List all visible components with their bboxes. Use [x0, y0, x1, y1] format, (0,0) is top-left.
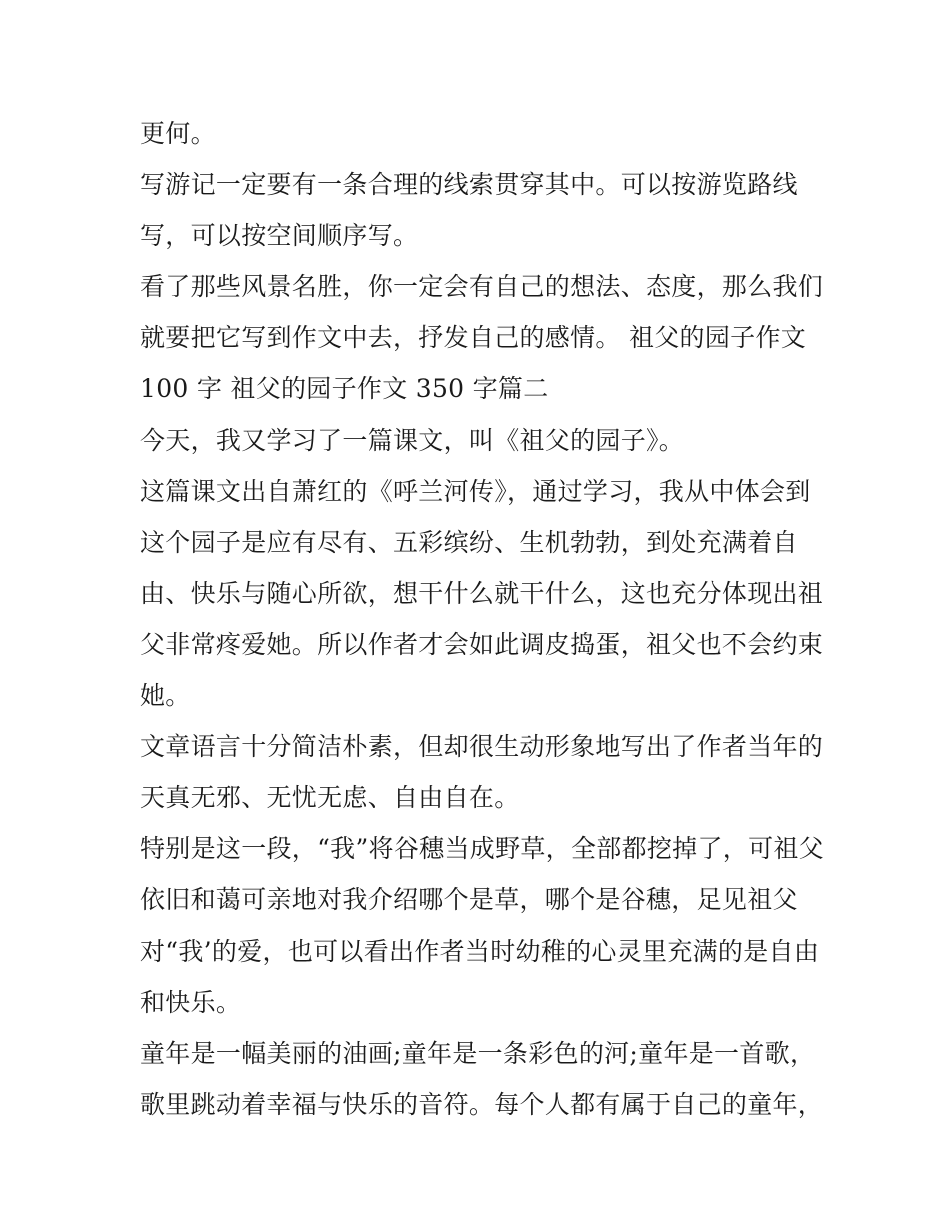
- text-line: 更何。: [140, 119, 216, 148]
- text-line: 今天，我又学习了一篇课文，叫《祖父的园子》。: [140, 425, 685, 455]
- text-line: 写游记一定要有一条合理的线索贯穿其中。可以按游览路线: [140, 170, 798, 200]
- text-line: 和快乐。: [140, 987, 242, 1017]
- text-line: 她。: [140, 681, 191, 711]
- text-line: 歌里跳动着幸福与快乐的音符。每个人都有属于自己的童年，: [140, 1089, 824, 1119]
- text-line: 父非常疼爱她。所以作者才会如此调皮捣蛋，祖父也不会约束: [140, 629, 824, 659]
- text-line: 就要把它写到作文中去，抒发自己的感情。 祖父的园子作文: [140, 323, 807, 353]
- text-line: 童年是一幅美丽的油画;童年是一条彩色的河;童年是一首歌，: [140, 1038, 816, 1068]
- text-line: 写，可以按空间顺序写。: [140, 221, 419, 251]
- text-line: 对“我’的爱，也可以看出作者当时幼稚的心灵里充满的是自由: [140, 936, 820, 966]
- text-line: 看了那些风景名胜，你一定会有自己的想法、态度，那么我们: [140, 272, 824, 302]
- text-line: 这个园子是应有尽有、五彩缤纷、生机勃勃，到处充满着自: [140, 527, 798, 557]
- text-line: 天真无邪、无忧无虑、自由自在。: [140, 783, 520, 813]
- text-line: 特别是这一段，“我”将谷穗当成野草，全部都挖掉了，可祖父: [140, 834, 824, 864]
- text-line: 这篇课文出自萧红的《呼兰河传》，通过学习，我从中体会到: [140, 476, 811, 506]
- text-line: 由、快乐与随心所欲，想干什么就干什么，这也充分体现出祖: [140, 578, 824, 608]
- text-line: 文章语言十分简洁朴素，但却很生动形象地写出了作者当年的: [140, 732, 824, 762]
- text-line: 依旧和蔼可亲地对我介绍哪个是草，哪个是谷穗，足见祖父: [140, 885, 798, 915]
- text-line: 100 字 祖父的园子作文 350 字篇二: [140, 374, 549, 404]
- body-text: [140, 108, 824, 1130]
